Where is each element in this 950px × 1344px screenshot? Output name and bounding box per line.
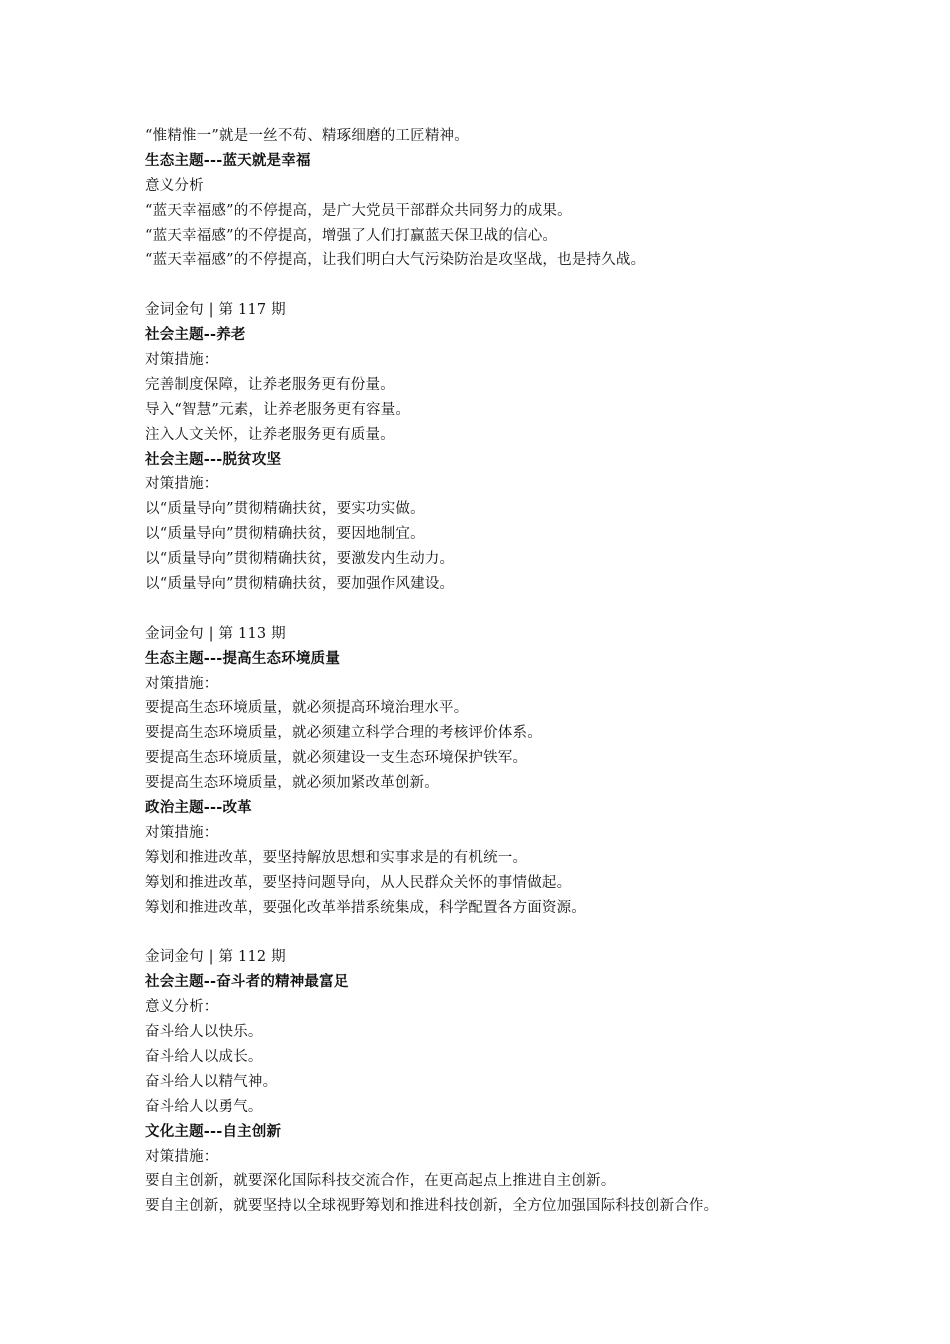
text-line: 要自主创新，就要深化国际科技交流合作，在更高起点上推进自主创新。: [145, 1173, 616, 1190]
blank-line: [145, 921, 845, 946]
text-line: 奋斗给人以精气神。: [145, 1073, 278, 1090]
document-page: [145, 124, 845, 1219]
text-line: 对策措施：: [145, 476, 219, 493]
text-line: 金词金句 | 第 117 期: [145, 302, 286, 319]
section-heading: 生态主题---蓝天就是幸福: [145, 152, 311, 169]
text-line: 意义分析: [145, 177, 204, 194]
text-line: 以“质量导向”贯彻精确扶贫，要因地制宜。: [145, 526, 425, 543]
text-line: “惟精惟一”就是一丝不苟、精琢细磨的工匠精神。: [145, 128, 469, 144]
text-line: 对策措施：: [145, 1148, 219, 1165]
text-line: 筹划和推进改革，要坚持解放思想和实事求是的有机统一。: [145, 849, 528, 866]
section-heading: 社会主题--养老: [145, 327, 246, 344]
text-line: 以“质量导向”贯彻精确扶贫，要实功实做。: [145, 501, 425, 518]
blank-line: [145, 597, 845, 622]
text-line: “蓝天幸福感”的不停提高，增强了人们打赢蓝天保卫战的信心。: [145, 227, 558, 244]
section-heading: 社会主题---脱贫攻坚: [145, 451, 282, 468]
text-line: 意义分析：: [145, 999, 219, 1016]
text-line: 奋斗给人以勇气。: [145, 1098, 263, 1115]
text-line: 筹划和推进改革，要坚持问题导向，从人民群众关怀的事情做起。: [145, 874, 572, 891]
blank-line: [145, 273, 845, 298]
text-line: 要自主创新，就要坚持以全球视野筹划和推进科技创新，全方位加强国际科技创新合作。: [145, 1198, 719, 1215]
section-heading: 生态主题---提高生态环境质量: [145, 650, 341, 667]
text-line: 完善制度保障，让养老服务更有份量。: [145, 376, 395, 393]
text-line: 以“质量导向”贯彻精确扶贫，要激发内生动力。: [145, 551, 455, 568]
section-heading: 政治主题---改革: [145, 800, 252, 817]
text-line: 要提高生态环境质量，就必须建立科学合理的考核评价体系。: [145, 725, 542, 742]
text-line: 导入“智慧”元素，让养老服务更有容量。: [145, 401, 411, 418]
text-line: 以“质量导向”贯彻精确扶贫，要加强作风建设。: [145, 576, 455, 593]
section-heading: 社会主题--奋斗者的精神最富足: [145, 974, 349, 991]
text-line: 要提高生态环境质量，就必须提高环境治理水平。: [145, 700, 469, 717]
text-line: 金词金句 | 第 113 期: [145, 625, 286, 642]
text-line: “蓝天幸福感”的不停提高，让我们明白大气污染防治是攻坚战，也是持久战。: [145, 252, 646, 269]
text-line: 金词金句 | 第 112 期: [145, 949, 286, 966]
text-line: 对策措施：: [145, 824, 219, 841]
text-line: 对策措施：: [145, 352, 219, 369]
text-line: 筹划和推进改革，要强化改革举措系统集成，科学配置各方面资源。: [145, 899, 586, 916]
text-line: 要提高生态环境质量，就必须建设一支生态环境保护铁军。: [145, 750, 528, 767]
text-line: 对策措施：: [145, 675, 219, 692]
text-line: 奋斗给人以快乐。: [145, 1024, 263, 1041]
text-line: 注入人文关怀，让养老服务更有质量。: [145, 426, 395, 443]
text-line: 奋斗给人以成长。: [145, 1048, 263, 1065]
text-line: 要提高生态环境质量，就必须加紧改革创新。: [145, 775, 439, 792]
section-heading: 文化主题---自主创新: [145, 1123, 282, 1140]
text-line: “蓝天幸福感”的不停提高，是广大党员干部群众共同努力的成果。: [145, 202, 572, 219]
